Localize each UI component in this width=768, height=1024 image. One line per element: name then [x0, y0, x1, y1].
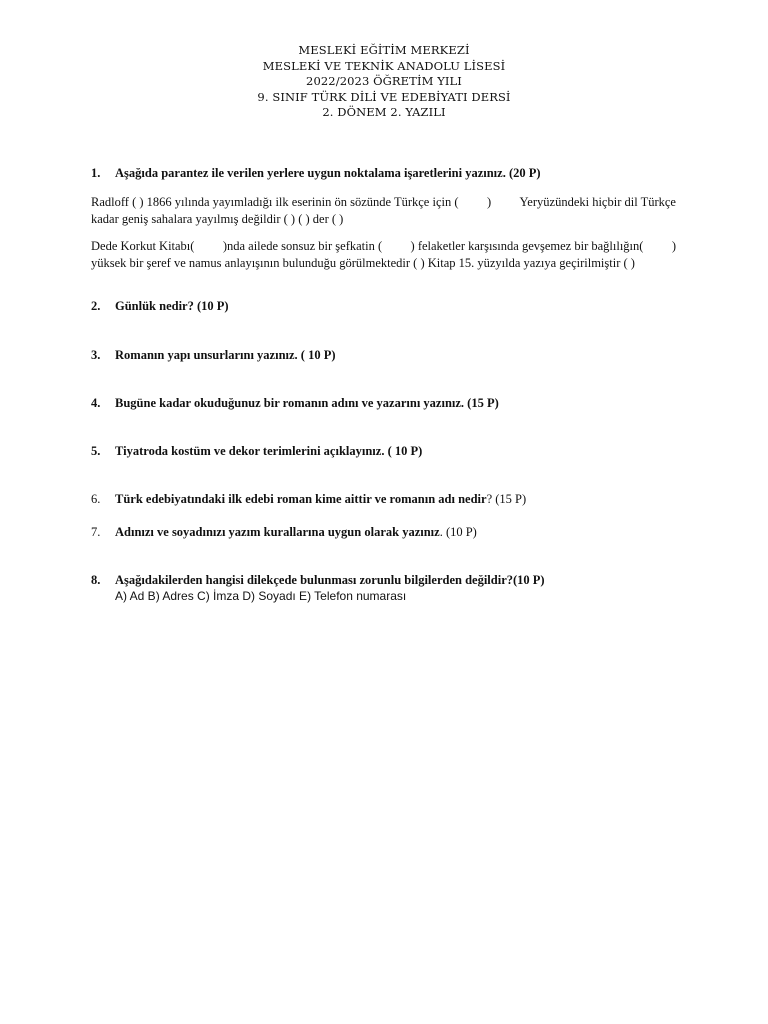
question-text: Tiyatroda kostüm ve dekor terimlerini açıklayınız. ( 10 P): [115, 444, 423, 458]
text-segment: Yeryüzündeki hiçbir dil Türkçe: [519, 195, 676, 209]
question-number: 6.: [91, 492, 101, 506]
text-segment: ): [486, 195, 492, 209]
header-course: 9. SINIF TÜRK DİLİ VE EDEBİYATI DERSİ: [257, 89, 511, 104]
question-5: [91, 443, 681, 459]
header-institution: MESLEKİ EĞİTİM MERKEZİ: [298, 43, 470, 57]
question-points: ? (15 P): [486, 492, 527, 506]
question-text: Türk edebiyatındaki ilk edebi roman kime aittir ve romanın adı nedir: [115, 492, 487, 506]
question-text: Romanın yapı unsurlarını yazınız. ( 10 P): [115, 348, 336, 362]
question-number: 4.: [91, 396, 101, 410]
question-text: Günlük nedir? (10 P): [115, 299, 229, 313]
question-7: [91, 524, 681, 540]
text-segment: Dede Korkut Kitabı(: [91, 239, 195, 253]
question-number: 7.: [91, 525, 101, 539]
question-1: [91, 165, 681, 181]
question-8-options: A) Ad B) Adres C) İmza D) Soyadı E) Telefon numarası: [115, 589, 407, 603]
text-segment: ): [671, 239, 676, 253]
question-1-paragraph-1: [91, 194, 676, 227]
question-number: 1.: [91, 166, 101, 180]
paragraph-line: [91, 194, 676, 211]
question-3: [91, 347, 681, 363]
question-4: [91, 395, 681, 411]
question-number: 5.: [91, 444, 101, 458]
exam-header: [0, 43, 768, 121]
header-exam-title: 2. DÖNEM 2. YAZILI: [322, 105, 446, 120]
question-number: 8.: [91, 573, 101, 587]
question-text: Aşağıdakilerden hangisi dilekçede bulunması zorunlu bilgilerden değildir?(10 P): [115, 573, 545, 587]
paragraph-line: yüksek bir şeref ve namus anlayışının bulunduğu görülmektedir ( ) Kitap 15. yüzyılda yazıya geçirilmiştir ( ): [91, 255, 635, 270]
text-segment: Radloff ( ) 1866 yılında yayımladığı ilk eserinin ön sözünde Türkçe için (: [91, 195, 459, 209]
question-text: Bugüne kadar okuduğunuz bir romanın adını ve yazarını yazınız. (15 P): [115, 396, 499, 410]
question-2: [91, 298, 681, 314]
header-school: MESLEKİ VE TEKNİK ANADOLU LİSESİ: [262, 58, 506, 73]
text-segment: )nda ailede sonsuz bir şefkatin (: [222, 239, 383, 253]
paragraph-line: [91, 238, 676, 255]
question-8: [91, 572, 681, 588]
question-6: [91, 491, 681, 507]
header-year: 2022/2023 ÖĞRETİM YILI: [306, 74, 462, 89]
question-1-paragraph-2: [91, 238, 676, 271]
question-points: . (10 P): [439, 525, 477, 539]
paragraph-line: kadar geniş sahalara yayılmış değildir ( ) ( ) der ( ): [91, 211, 344, 226]
question-number: 3.: [91, 348, 101, 362]
question-number: 2.: [91, 299, 101, 313]
question-text: Adınızı ve soyadınızı yazım kurallarına uygun olarak yazınız: [115, 525, 440, 539]
question-text: Aşağıda parantez ile verilen yerlere uygun noktalama işaretlerini yazınız. (20 P): [115, 166, 541, 180]
text-segment: ) felaketler karşısında gevşemez bir bağlılığın(: [410, 239, 644, 253]
